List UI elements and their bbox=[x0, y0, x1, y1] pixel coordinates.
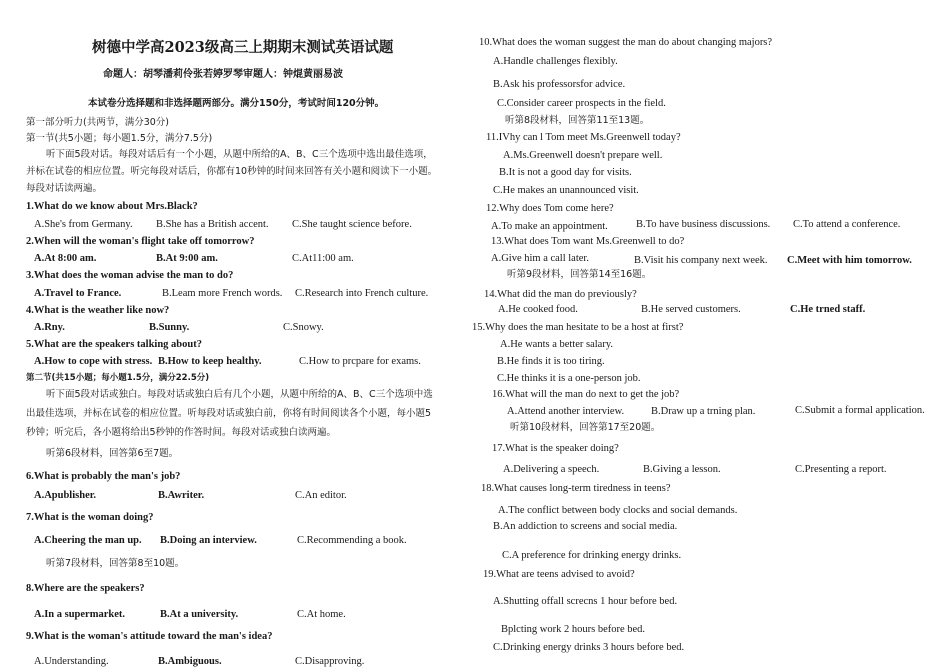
page-title: 树德中学高2023级高三上期期末测试英语试题 bbox=[92, 39, 394, 56]
q15-option-c: C.He thinks it is a one-person job. bbox=[497, 373, 641, 384]
q5-option-b: B.How to keep healthy. bbox=[158, 356, 262, 367]
listen-material-9: 听第9段材料，回答第14至16题。 bbox=[507, 269, 652, 280]
q2-option-c: C.At11:00 am. bbox=[292, 253, 354, 264]
q14-option-a: A.He cooked food. bbox=[498, 304, 578, 315]
question-3: 3.What does the woman advise the man to do? bbox=[26, 270, 234, 281]
listen-material-8: 听第8段材料，回答第11至13题。 bbox=[505, 115, 650, 126]
q17-option-a: A.Delivering a speech. bbox=[503, 464, 600, 475]
q14-option-b: B.He served customers. bbox=[641, 304, 741, 315]
q1-option-a: A.She's from Germany. bbox=[34, 219, 133, 230]
section1-instructions-line1: 听下面5段对话。每段对话后有一个小题，从题中所给的A、B、C三个选项中选出最佳选项， bbox=[46, 149, 433, 160]
q1-option-b: B.She has a British accent. bbox=[156, 219, 269, 230]
q6-option-a: A.Apublisher. bbox=[34, 490, 97, 501]
section2-heading: 第二节(共15小题；每小题1.5分，满分22.5分) bbox=[26, 373, 210, 383]
q4-option-b: B.Sunny. bbox=[149, 322, 190, 333]
section1-heading: 第一节(共5小题；每小题1.5分，满分7.5分) bbox=[26, 133, 213, 144]
q11-option-b: B.It is not a good day for visits. bbox=[499, 167, 632, 178]
listen-material-10: 听第10段材料，回答第17至20题。 bbox=[510, 422, 661, 433]
q13-option-b: B.Visit his company next week. bbox=[634, 255, 768, 266]
q10-option-c: C.Consider career prospects in the field. bbox=[497, 98, 666, 109]
question-12: 12.Why does Tom come here? bbox=[486, 203, 614, 214]
q17-option-c: C.Presenting a report. bbox=[795, 464, 887, 475]
question-18: 18.What causes long-term tiredness in teens? bbox=[481, 483, 671, 494]
q6-option-c: C.An editor. bbox=[295, 490, 347, 501]
q18-option-b: B.An addiction to screens and social media. bbox=[493, 521, 678, 532]
q9-option-b: B.Ambiguous. bbox=[158, 656, 222, 667]
question-5: 5.What are the speakers talking about? bbox=[26, 339, 202, 350]
q12-option-a: A.To make an appointment. bbox=[491, 221, 608, 232]
q7-option-b: B.Doing an interview. bbox=[160, 535, 257, 546]
q9-option-c: C.Disapproving. bbox=[295, 656, 365, 667]
question-9: 9.What is the woman's attitude toward the man's idea? bbox=[26, 631, 273, 642]
q9-option-a: A.Understanding. bbox=[34, 656, 109, 667]
q16-option-b: B.Draw up a trning plan. bbox=[651, 406, 756, 417]
authors-line: 命题人：胡琴潘莉伶张若婷罗琴审题人：钟焜黄丽易波 bbox=[103, 69, 343, 80]
question-8: 8.Where are the speakers? bbox=[26, 583, 145, 594]
q16-option-a: A.Attend another interview. bbox=[507, 406, 625, 417]
question-10: 10.What does the woman suggest the man do about changing majors? bbox=[479, 37, 773, 48]
question-1: 1.What do we know about Mrs.Black? bbox=[26, 201, 198, 212]
q19-option-b: Bplcting work 2 hours before bed. bbox=[501, 624, 646, 635]
q3-option-c: C.Research into French culture. bbox=[295, 288, 429, 299]
q7-option-a: A.Cheering the man up. bbox=[34, 535, 142, 546]
q12-option-b: B.To have business discussions. bbox=[636, 219, 771, 230]
q1-option-c: C.She taught science before. bbox=[292, 219, 412, 230]
question-16: 16.What will the man do next to get the job? bbox=[492, 389, 680, 400]
q18-option-c: C.A preference for drinking energy drinks. bbox=[502, 550, 682, 561]
question-6: 6.What is probably the man's job? bbox=[26, 471, 181, 482]
q14-option-c: C.He trned staff. bbox=[790, 304, 866, 315]
exam-intro: 本试卷分选择题和非选择题两部分。满分150分，考试时间120分钟。 bbox=[88, 98, 385, 109]
question-17: 17.What is the speaker doing? bbox=[492, 443, 619, 454]
section2-instructions-line3: 秒钟；听完后，各小题将给出5秒钟的作答时间。每段对话或独白读两遍。 bbox=[26, 427, 337, 438]
q8-option-c: C.At home. bbox=[297, 609, 346, 620]
listen-material-6: 听第6段材料，回答第6至7题。 bbox=[46, 448, 179, 459]
question-4: 4.What is the weather like now? bbox=[26, 305, 170, 316]
section2-instructions-line2: 出最佳选项，并标在试卷的相应位置。听每段对话或独白前，你将有时间阅读各个小题，每小题5 bbox=[26, 408, 432, 419]
part1-heading: 第一部分听力(共两节，满分30分) bbox=[26, 117, 170, 128]
q19-option-c: C.Drinking energy drinks 3 hours before bed. bbox=[493, 642, 685, 653]
q7-option-c: C.Recommending a book. bbox=[297, 535, 407, 546]
q3-option-b: B.Leam more French words. bbox=[162, 288, 283, 299]
section2-instructions-line1: 听下面5段对话或独白。每段对话或独白后有几个小题，从题中所给的A、B、C三个选项中选 bbox=[46, 389, 433, 400]
q5-option-c: C.How to prcpare for exams. bbox=[299, 356, 421, 367]
question-7: 7.What is the woman doing? bbox=[26, 512, 154, 523]
q4-option-c: C.Snowy. bbox=[283, 322, 324, 333]
q10-option-b: B.Ask his professorsfor advice. bbox=[493, 79, 626, 90]
q17-option-b: B.Giving a lesson. bbox=[643, 464, 721, 475]
q8-option-b: B.At a university. bbox=[160, 609, 239, 620]
q3-option-a: A.Travel to France. bbox=[34, 288, 122, 299]
q15-option-a: A.He wants a better salary. bbox=[500, 339, 614, 350]
q10-option-a: A.Handle challenges flexibly. bbox=[493, 56, 618, 67]
section1-instructions-line2: 并标在试卷的相应位置。听完每段对话后，你都有10秒钟的时间来回答有关小题和阅读下一小题。 bbox=[26, 166, 438, 177]
q8-option-a: A.In a supermarket. bbox=[34, 609, 125, 620]
q13-option-c: C.Meet with him tomorrow. bbox=[787, 255, 912, 266]
q13-option-a: A.Give him a call later. bbox=[491, 253, 589, 264]
question-13: 13.What does Tom want Ms.Greenwell to do? bbox=[491, 236, 685, 247]
q18-option-a: A.The conflict between body clocks and social demands. bbox=[498, 505, 738, 516]
question-15: 15.Why does the man hesitate to be a host at first? bbox=[472, 322, 684, 333]
q2-option-b: B.At 9:00 am. bbox=[156, 253, 218, 264]
q19-option-a: A.Shutting offall screcns 1 hour before bed. bbox=[493, 596, 678, 607]
question-14: 14.What did the man do previously? bbox=[484, 289, 637, 300]
q11-option-a: A.Ms.Greenwell doesn't prepare well. bbox=[503, 150, 663, 161]
question-2: 2.When will the woman's flight take off tomorrow? bbox=[26, 236, 255, 247]
q6-option-b: B.Awriter. bbox=[158, 490, 205, 501]
q4-option-a: A.Rny. bbox=[34, 322, 65, 333]
q5-option-a: A.How to cope with stress. bbox=[34, 356, 153, 367]
question-19: 19.What are teens advised to avoid? bbox=[483, 569, 635, 580]
q12-option-c: C.To attend a conference. bbox=[793, 219, 901, 230]
q15-option-b: B.He finds it is too tiring. bbox=[497, 356, 605, 367]
section1-instructions-line3: 每段对话读两遍。 bbox=[26, 183, 103, 194]
q16-option-c: C.Submit a formal application. bbox=[795, 405, 925, 416]
q2-option-a: A.At 8:00 am. bbox=[34, 253, 97, 264]
q11-option-c: C.He makes an unannounced visit. bbox=[493, 185, 639, 196]
question-11: 11.IVhy can l Tom meet Ms.Greenwell today? bbox=[486, 132, 681, 143]
listen-material-7: 听第7段材料，回答第8至10题。 bbox=[46, 558, 185, 569]
